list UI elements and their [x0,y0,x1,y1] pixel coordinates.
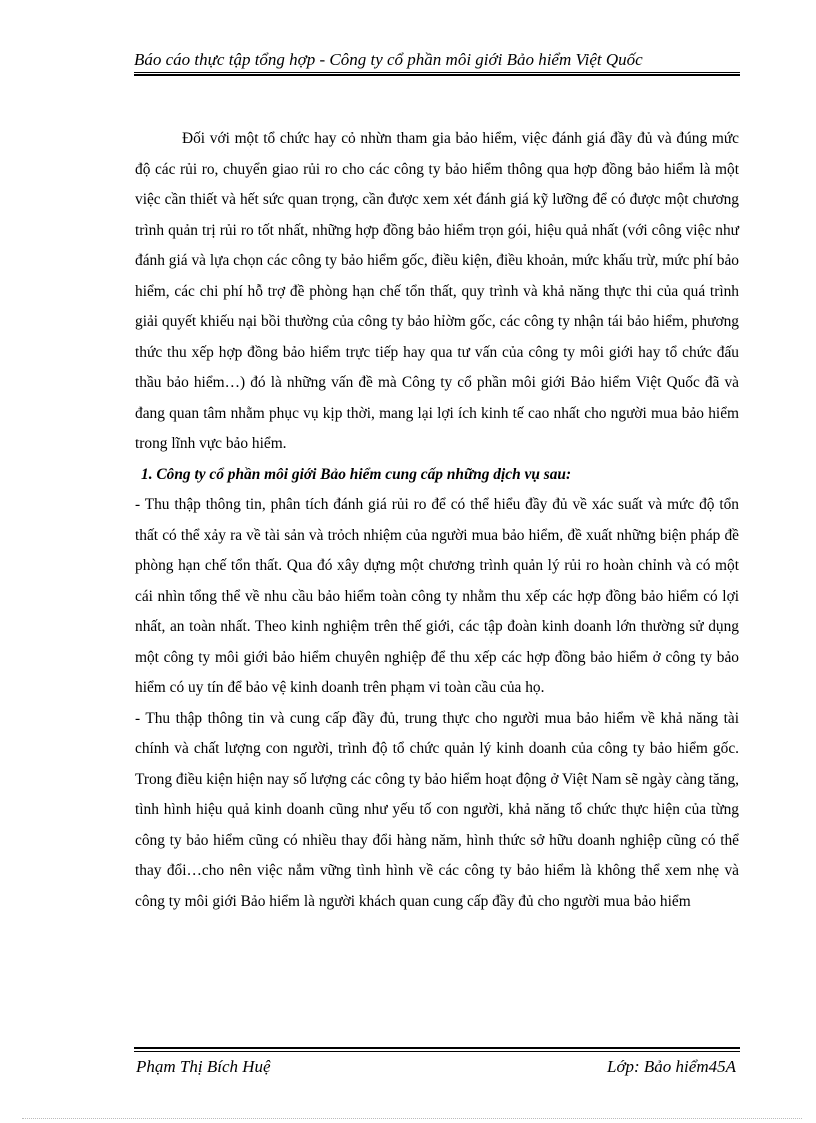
document-body [135,124,739,917]
header-rule [134,72,740,73]
intro-paragraph: Đối với một tổ chức hay cỏ nhừn tham gia bảo hiểm, việc đánh giá đầy đủ và đúng mức độ các rủi ro, chuyển giao rủi ro cho các công ty bảo hiểm thông qua hợp đồng bảo hiểm là một việc cần thiết và hết sức quan trọng, cần được xem xét đánh giá kỹ lưỡng để có được một chương trình quản trị rủi ro tốt nhất, những hợp đồng bảo hiểm trọn gói, hiệu quả nhất (với công việc như đánh giá và lựa chọn các công ty bảo hiểm gốc, điều kiện, điều khoản, mức khấu trừ, mức phí bảo hiểm, các chi phí hỗ trợ đề phòng hạn chế tổn thất, quy trình và khả năng thực thi của quá trình giải quyết khiếu nại bồi thường của công ty bảo hỉờm gốc, các công ty nhận tái bảo hiểm, phương thức thu xếp hợp đồng bảo hiểm trực tiếp hay qua tư vấn của công ty môi giới hay tổ chức đấu thầu bảo hiểm…) đó là những vấn đề mà Công ty cổ phần môi giới Bảo hiểm Việt Quốc đã và đang quan tâm nhằm phục vụ kịp thời, mang lại lợi ích kinh tế cao nhất cho người mua bảo hiểm trong lĩnh vực bảo hiểm. [135,130,739,452]
bullet-paragraph-1: - Thu thập thông tin, phân tích đánh giá rủi ro để có thể hiểu đầy đủ về xác suất và mức độ tổn thất có thể xảy ra về tài sản và trỏch nhiệm của người mua bảo hiểm, đề xuất những biện pháp đề phòng hạn chế tổn thất. Qua đó xây dựng một chương trình quản lý rủi ro hoàn chỉnh và có một cái nhìn tổng thể về nhu cầu bảo hiểm toàn công ty nhằm thu xếp các hợp đồng bảo hiểm có lợi nhất, an toàn nhất. Theo kinh nghiệm trên thế giới, các tập đoàn kinh doanh lớn thường sử dụng một công ty môi giới bảo hiểm chuyên nghiệp để thu xếp các hợp đồng bảo hiểm ở công ty bảo hiểm có uy tín để bảo vệ kinh doanh trên phạm vi toàn cầu của họ. [135,496,739,696]
footer-rule-thick [134,1047,740,1049]
header-rule-thick [134,74,740,76]
footer-author: Phạm Thị Bích Huệ [136,1057,271,1076]
section-heading: 1. Công ty cổ phần môi giới Bảo hiểm cung cấp những dịch vụ sau: [141,465,572,483]
bullet-paragraph-2: - Thu thập thông tin và cung cấp đầy đủ, trung thực cho người mua bảo hiểm về khả năng tài chính và chất lượng con người, trình độ tổ chức quản lý kinh doanh của công ty bảo hiểm gốc. Trong điều kiện hiện nay số lượng các công ty bảo hiểm hoạt động ở Việt Nam sẽ ngày càng tăng, tình hình hiệu quả kinh doanh cũng như yếu tố con người, khả năng tổ chức thực hiện của từng công ty bảo hiểm cũng có nhiều thay đổi hàng năm, hình thức sở hữu doanh nghiệp cũng có thể thay đổi…cho nên việc nắm vững tình hình về các công ty bảo hiểm là không thể xem nhẹ và công ty môi giới Bảo hiểm là người khách quan cung cấp đầy đủ cho người mua bảo hiểm [135,709,739,910]
footer-class: Lớp: Bảo hiểm45A [606,1057,736,1076]
page-edge-divider [22,1118,802,1119]
page-footer [134,1054,740,1080]
footer-rule [134,1051,740,1052]
page-header: Báo cáo thực tập tổng hợp - Công ty cổ phần môi giới Bảo hiểm Việt Quốc [134,50,643,69]
